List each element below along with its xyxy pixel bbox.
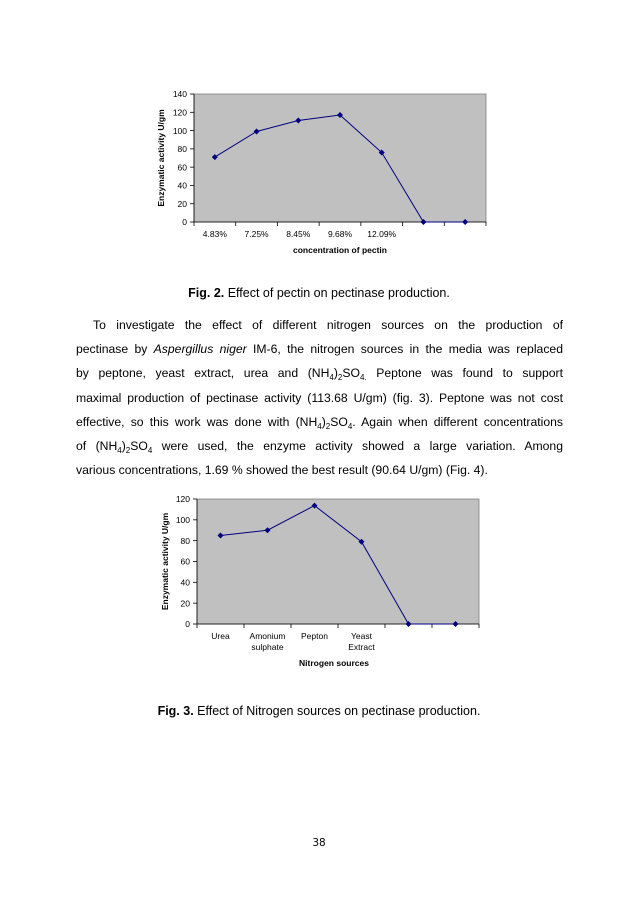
text-segment: ): [321, 414, 326, 429]
fig2-caption-text: Effect of pectin on pectinase production.: [224, 286, 450, 300]
paragraph-line-7: various concentrations, 1.69 % showed the best result (90.64 U/gm) (Fig. 4).: [76, 463, 488, 478]
y-axis-title: Enzymatic activity U/gm: [156, 109, 166, 207]
paragraph-line-1: To investigate the effect of different nitrogen sources on the production of: [93, 318, 563, 332]
x-tick-label: Urea: [211, 631, 230, 641]
subscript: 4: [347, 421, 353, 431]
text-segment: IM-6, the nitrogen sources in the media was replaced: [246, 342, 563, 357]
subscript: 4.: [359, 373, 367, 383]
text-segment: were used, the enzyme activity showed a large variation. Among: [152, 439, 563, 454]
y-tick-label: 20: [180, 598, 190, 609]
page-number: 38: [312, 837, 326, 849]
y-tick-label: 140: [172, 89, 187, 100]
x-tick-label: 12.09%: [367, 229, 397, 239]
subscript: 2: [325, 421, 331, 431]
subscript: 4: [317, 421, 322, 431]
x-tick-label: Pepton: [301, 631, 328, 641]
text-segment: of (NH: [76, 439, 118, 454]
y-tick-label: 40: [180, 577, 190, 588]
y-tick-label: 100: [175, 515, 190, 526]
text-segment: SO: [342, 366, 360, 381]
subscript: 2: [125, 446, 131, 456]
subscript: 4: [147, 446, 153, 456]
x-tick-label: 4.83%: [202, 229, 227, 239]
y-tick-label: 0: [182, 217, 187, 228]
y-tick-label: 60: [177, 162, 187, 173]
x-tick-label: 7.25%: [244, 229, 269, 239]
text-segment: SO: [130, 439, 148, 454]
x-tick-label: Extract: [348, 642, 375, 652]
x-axis-title: concentration of pectin: [293, 245, 387, 255]
organism-name: Aspergillus niger: [153, 342, 247, 357]
x-tick-label: 8.45%: [286, 229, 311, 239]
x-tick-label: Yeast: [351, 631, 372, 641]
text-segment: ): [333, 366, 338, 381]
text-segment: ): [121, 439, 126, 454]
text-segment: . Again when different concentrations: [352, 414, 563, 429]
x-tick-label: 9.68%: [327, 229, 353, 239]
x-tick-label: sulphate: [251, 642, 284, 652]
fig2-caption-label: Fig. 2.: [188, 286, 225, 300]
y-tick-label: 100: [172, 125, 187, 136]
text-segment: pectinase by: [76, 342, 154, 357]
y-tick-label: 20: [177, 198, 187, 209]
text-segment: Peptone was found to support: [366, 366, 563, 381]
text-segment: effective, so this work was done with (NH: [76, 414, 318, 429]
y-tick-label: 80: [180, 535, 190, 546]
text-segment: SO: [330, 414, 348, 429]
paragraph-line-4: maximal production of pectinase activity (113.68 U/gm) (fig. 3). Peptone was not cost: [76, 390, 563, 405]
y-tick-label: 120: [172, 107, 187, 118]
plot-area: [197, 499, 479, 624]
fig3-caption: [0, 704, 638, 718]
y-tick-label: 40: [177, 180, 187, 191]
x-axis-title: Nitrogen sources: [299, 658, 369, 668]
x-tick-label: Amonium: [249, 631, 286, 641]
text-segment: by peptone, yeast extract, urea and (NH: [76, 366, 330, 381]
y-tick-label: 120: [175, 494, 190, 505]
subscript: 4: [329, 373, 334, 383]
y-tick-label: 80: [177, 144, 187, 155]
y-axis-title: Enzymatic activity U/gm: [160, 512, 170, 611]
fig3-caption-label: Fig. 3.: [157, 704, 194, 718]
y-tick-label: 0: [185, 619, 190, 630]
subscript: 4: [117, 446, 122, 456]
y-tick-label: 60: [180, 556, 190, 567]
subscript: 2: [337, 373, 343, 383]
fig3-caption-text: Effect of Nitrogen sources on pectinase production.: [193, 704, 481, 718]
